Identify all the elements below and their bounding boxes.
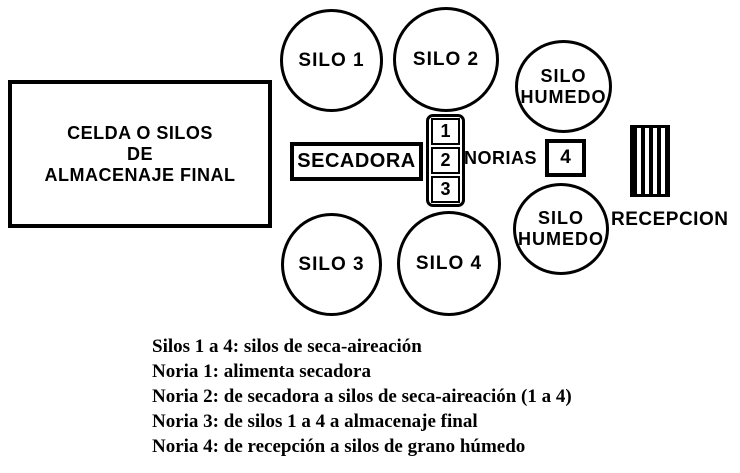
- wet-silo-bottom-label-line2: HUMEDO: [518, 229, 604, 249]
- norias-label: NORIAS: [464, 148, 538, 168]
- silo-2-circle: [393, 7, 499, 112]
- legend-line-noria4: Noria 4: de recepción a silos de grano húmedo: [152, 436, 526, 457]
- silo-4-circle: [397, 211, 501, 316]
- recepcion-label: RECEPCION: [611, 209, 729, 230]
- legend-line-silos: Silos 1 a 4: silos de seca-aireación: [152, 336, 422, 357]
- legend-line-noria1: Noria 1: alimenta secadora: [152, 361, 371, 382]
- silo-4-label: SILO 4: [415, 252, 483, 274]
- wet-silo-top-label-line2: HUMEDO: [520, 86, 607, 107]
- legend-line-noria3: Noria 3: de silos 1 a 4 a almacenaje final: [152, 411, 478, 432]
- legend-line-noria2: Noria 2: de secadora a silos de seca-aireación (1 a 4): [152, 386, 572, 407]
- legend: [152, 334, 572, 459]
- secadora-label: SECADORA: [297, 150, 416, 172]
- silo-3-label: SILO 3: [298, 253, 365, 275]
- final-storage-box: [8, 80, 272, 228]
- noria-1-cell: 1: [431, 118, 460, 145]
- silo-1-label: SILO 1: [298, 49, 365, 71]
- wet-silo-top-label-line1: SILO: [540, 65, 587, 86]
- final-storage-label-line1: CELDA O SILOS: [67, 122, 213, 143]
- noria-4-cell: 4: [545, 139, 586, 177]
- silo-3-circle: [281, 213, 382, 316]
- final-storage-label-line3: ALMACENAJE FINAL: [44, 164, 236, 185]
- noria-stack: [426, 114, 465, 207]
- wet-silo-bottom-label-line1: SILO: [537, 208, 584, 228]
- silo-2-label: SILO 2: [412, 48, 480, 70]
- secadora-box: [290, 142, 423, 181]
- noria-2-cell: 2: [431, 147, 460, 174]
- final-storage-label-line2: DE: [126, 143, 153, 164]
- noria-3-cell: 3: [431, 176, 460, 203]
- silo-1-circle: [280, 9, 383, 112]
- wet-silo-bottom-circle: [513, 183, 609, 275]
- reception-hatch-symbol: [630, 125, 670, 197]
- wet-silo-top-circle: [515, 40, 612, 133]
